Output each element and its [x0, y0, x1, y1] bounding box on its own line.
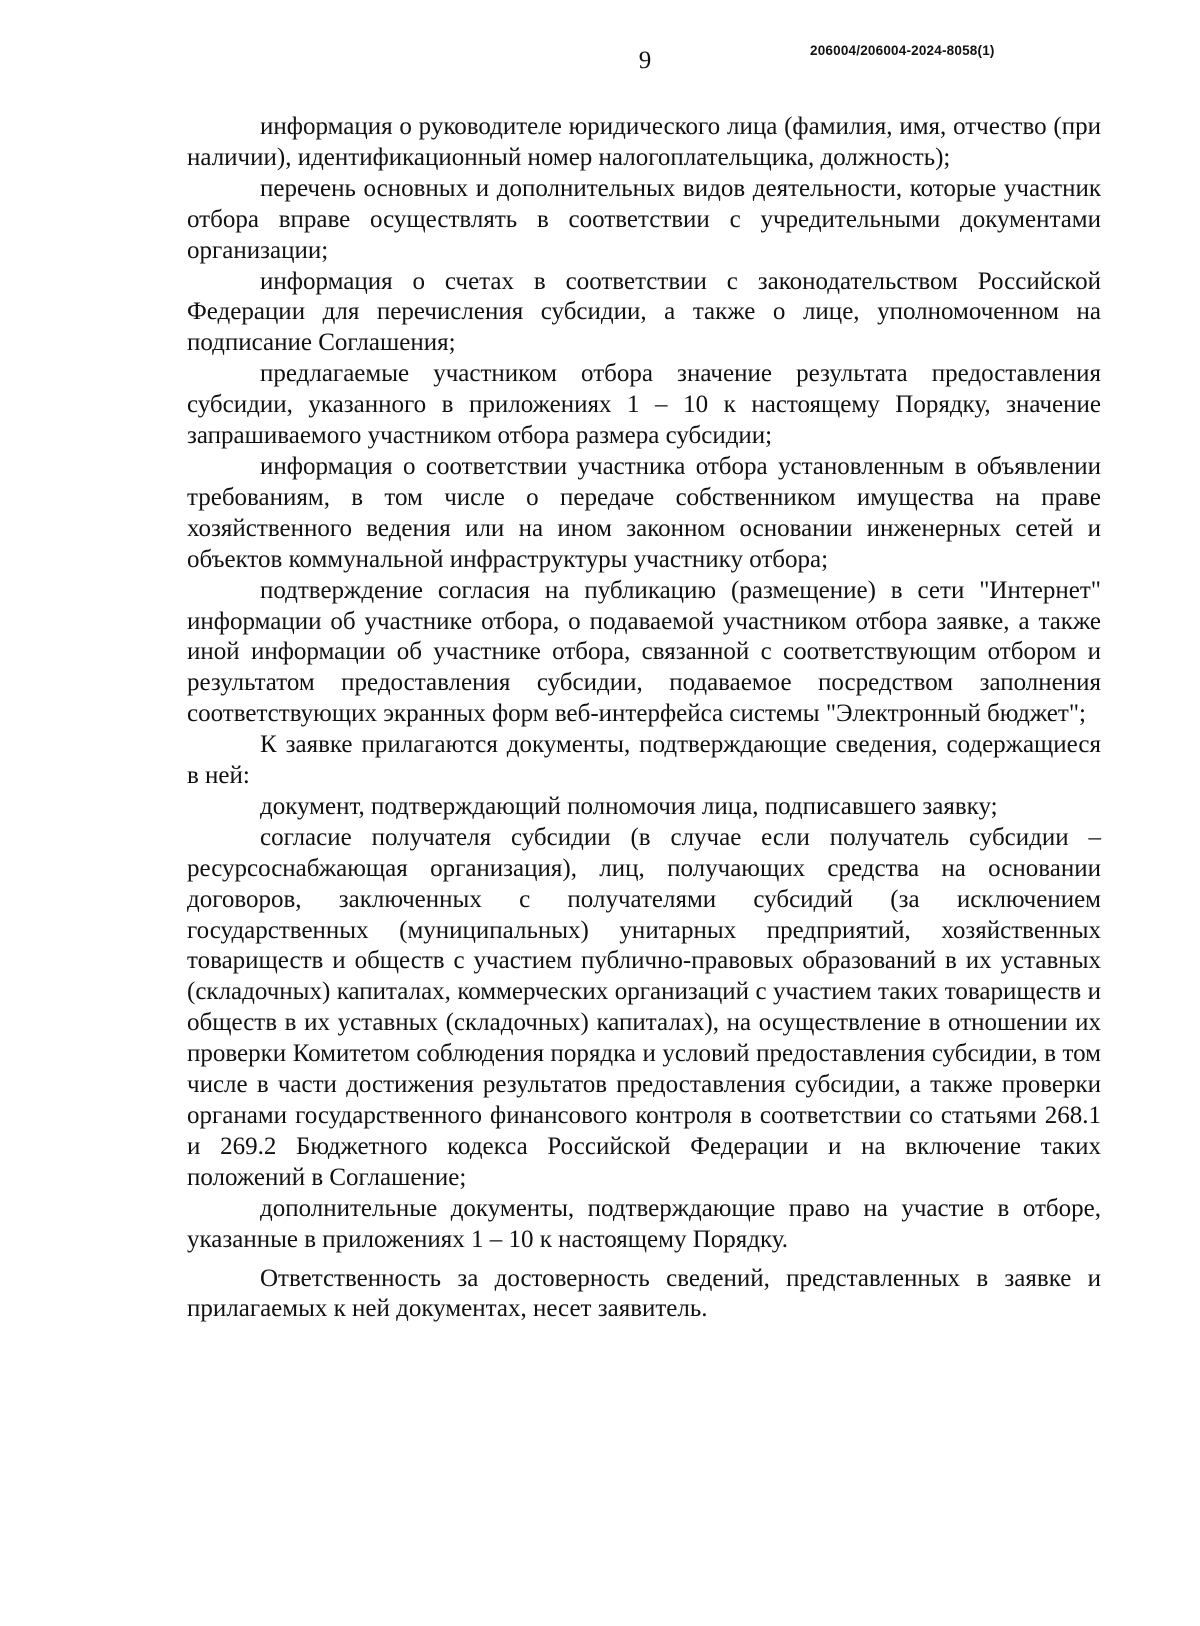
- paragraph-attached-documents: К заявке прилагаются документы, подтверждающие сведения, содержащиеся в ней:: [187, 731, 1101, 790]
- paragraph-responsibility: Ответственность за достоверность сведений, представленных в заявке и прилагаемых к ней документах, несет заявитель.: [187, 1264, 1101, 1323]
- paragraph-proposed-result: предлагаемые участником отбора значение результата предоставления субсидии, указанного в приложениях 1 – 10 к настоящему Порядку, значение запрашиваемого участником отбора размера субсидии;: [187, 360, 1101, 450]
- paragraph-activities-list: перечень основных и дополнительных видов деятельности, которые участник отбора вправе осуществлять в соответствии с учредительными документами организации;: [187, 174, 1101, 264]
- paragraph-publication-consent: подтверждение согласия на публикацию (размещение) в сети "Интернет" информации об участнике отбора, о подаваемой участником отбора заявке, а также иной информации об участнике отбора, связанной с соответствующим отбором и результатом предоставления субсидии, подаваемое посредством заполнения соответствующих экранных форм веб-интерфейса системы "Электронный бюджет";: [187, 576, 1101, 728]
- paragraph-recipient-consent: согласие получателя субсидии (в случае если получатель субсидии – ресурсоснабжающая организация), лиц, получающих средства на основании договоров, заключенных с получателями субсидий (за исключением государственных (муниципальных) унитарных предприятий, хозяйственных товариществ и обществ с участием публично-правовых образований в их уставных (складочных) капиталах, коммерческих организаций с участием таких товариществ и обществ в их уставных (складочных) капиталах), на осуществление в отношении их проверки Комитетом соблюдения порядка и условий предоставления субсидии, в том числе в части достижения результатов предоставления субсидии, а также проверки органами государственного финансового контроля в соответствии со статьями 268.1 и 269.2 Бюджетного кодекса Российской Федерации и на включение таких положений в Соглашение;: [187, 823, 1101, 1191]
- paragraph-additional-documents: дополнительные документы, подтверждающие право на участие в отборе, указанные в приложениях 1 – 10 к настоящему Порядку.: [187, 1194, 1101, 1253]
- paragraph-requirements-compliance: информация о соответствии участника отбора установленным в объявлении требованиям, в том числе о передаче собственником имущества на праве хозяйственного ведения или на ином законном основании инженерных сетей и объектов коммунальной инфраструктуры участнику отбора;: [187, 452, 1101, 573]
- paragraph-head-info: информация о руководителе юридического лица (фамилия, имя, отчество (при наличии), идентификационный номер налогоплательщика, должность);: [187, 113, 1101, 171]
- document-body: [187, 112, 1101, 1325]
- document-registration-code: 206004/206004-2024-8058(1): [810, 43, 995, 58]
- paragraph-accounts-info: информация о счетах в соответствии с законодательством Российской Федерации для перечисления субсидии, а также о лице, уполномоченном на подписание Соглашения;: [187, 267, 1101, 357]
- paragraph-authority-document: документ, подтверждающий полномочия лица, подписавшего заявку;: [260, 792, 998, 820]
- page-number: 9: [638, 47, 652, 74]
